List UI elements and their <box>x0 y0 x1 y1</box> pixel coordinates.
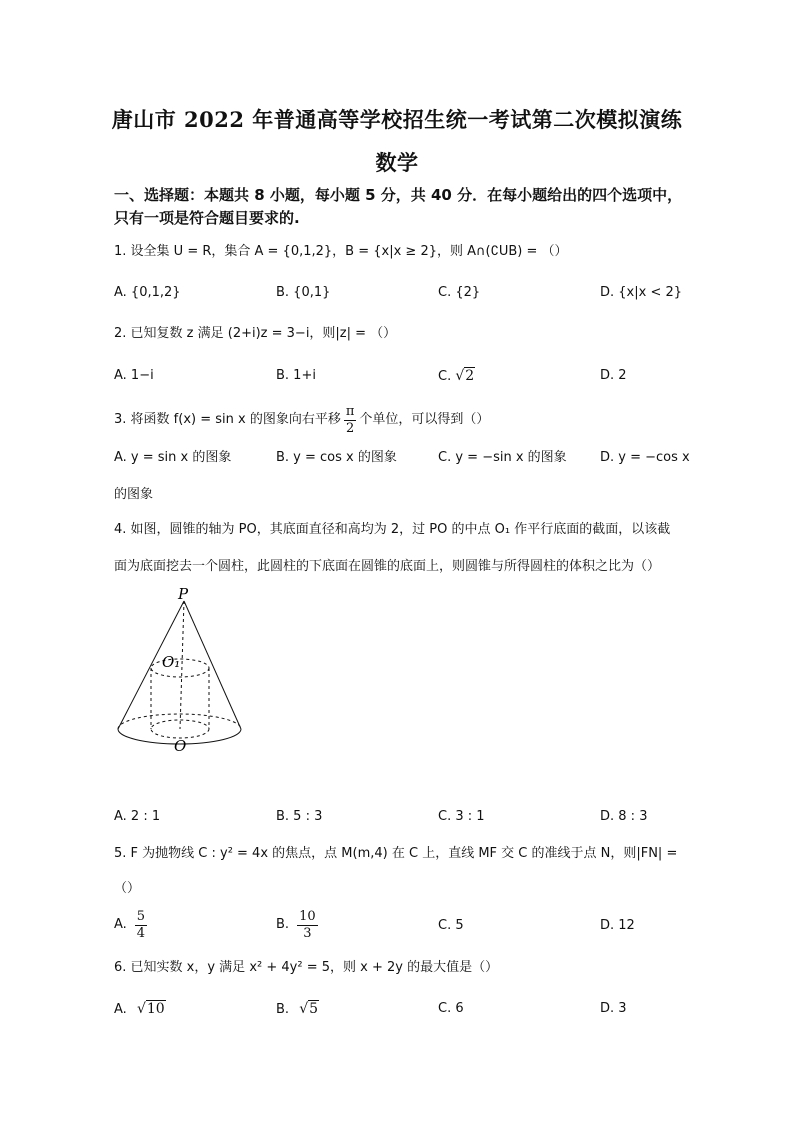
question-6-option-d: D. 3 <box>600 1001 627 1016</box>
fraction-numerator: 10 <box>299 908 316 924</box>
question-5-line1: 5. F 为抛物线 C : y² = 4x 的焦点，点 M(m,4) 在 C 上，直线 MF 交 C 的准线于点 N，则|FN| = <box>114 846 678 861</box>
page-title: 唐山市 2022 年普通高等学校招生统一考试第二次模拟演练 <box>111 107 683 132</box>
question-5-option-a-fraction <box>135 909 147 942</box>
question-4-option-b: B. 5 : 3 <box>276 809 323 824</box>
question-3-option-d-wrap: 的图象 <box>114 487 154 502</box>
question-1-option-a: A. {0,1,2} <box>114 285 181 300</box>
question-1-option-b: B. {0,1} <box>276 285 331 300</box>
question-5-option-b <box>276 905 318 945</box>
question-3-stem <box>114 400 489 440</box>
question-3-stem-post: 个单位，可以得到（） <box>359 412 490 427</box>
question-5-option-b-fraction <box>297 909 318 942</box>
question-6-option-b-radicand: 5 <box>309 1001 319 1017</box>
question-6-option-a <box>114 999 166 1020</box>
question-2-stem: 2. 已知复数 z 满足 (2+i)z = 3−i，则|z| = （） <box>114 326 397 341</box>
question-3-option-c: C. y = −sin x 的图象 <box>438 450 567 465</box>
question-2-option-b: B. 1+i <box>276 368 316 383</box>
fraction-denominator: 4 <box>136 925 146 941</box>
question-5-option-a-label: A. <box>114 917 127 932</box>
label-o1: O₁ <box>162 653 181 671</box>
cone-base-back <box>118 714 241 729</box>
question-6-option-a-label: A. <box>114 1002 127 1017</box>
section-heading-line1: 一、选择题：本题共 8 小题，每小题 5 分，共 40 分．在每小题给出的四个选项中， <box>114 186 683 204</box>
question-4-option-d: D. 8 : 3 <box>600 809 648 824</box>
question-2-option-d: D. 2 <box>600 368 627 383</box>
question-2-option-c-label: C. <box>438 369 452 384</box>
question-3-stem-pre: 3. 将函数 f(x) = sin x 的图象向右平移 <box>114 412 341 427</box>
page-subtitle: 数学 <box>375 150 419 175</box>
question-3-option-a: A. y = sin x 的图象 <box>114 450 232 465</box>
question-4-line2: 面为底面挖去一个圆柱，此圆柱的下底面在圆锥的底面上，则圆锥与所得圆柱的体积之比为（） <box>114 559 661 574</box>
cone-right-edge <box>184 601 241 729</box>
question-3-option-b: B. y = cos x 的图象 <box>276 450 397 465</box>
question-2-option-c-radicand: 2 <box>465 368 475 384</box>
section-heading-line2: 只有一项是符合题目要求的. <box>114 209 300 227</box>
label-p: P <box>178 585 189 603</box>
label-o: O <box>174 737 187 755</box>
question-4-option-a: A. 2 : 1 <box>114 809 161 824</box>
question-4-option-c: C. 3 : 1 <box>438 809 485 824</box>
question-6-option-b <box>276 999 319 1020</box>
cone-figure <box>110 585 250 760</box>
question-3-option-d: D. y = −cos x <box>600 450 690 465</box>
sqrt-symbol: √2 <box>455 368 475 384</box>
sqrt-symbol: √10 <box>136 1001 165 1017</box>
question-1-stem: 1. 设全集 U = R，集合 A = {0,1,2}，B = {x|x ≥ 2}，则 A∩(∁UB) = （） <box>114 244 568 259</box>
question-5-option-b-label: B. <box>276 917 290 932</box>
question-6-option-b-label: B. <box>276 1002 290 1017</box>
fraction-denominator: 2 <box>345 420 355 436</box>
question-4-line1: 4. 如图，圆锥的轴为 PO，其底面直径和高均为 2，过 PO 的中点 O₁ 作平行底面的截面，以该截 <box>114 522 671 537</box>
fraction-numerator: π <box>345 403 355 419</box>
question-2-option-a: A. 1−i <box>114 368 154 383</box>
question-6-option-a-radicand: 10 <box>146 1001 165 1017</box>
question-6-stem: 6. 已知实数 x，y 满足 x² + 4y² = 5，则 x + 2y 的最大值是（） <box>114 960 499 975</box>
question-3-fraction <box>344 404 357 437</box>
question-5-line2: （） <box>114 881 141 896</box>
fraction-numerator: 5 <box>136 908 146 924</box>
question-5-option-c: C. 5 <box>438 918 464 933</box>
cone-axis <box>180 601 184 729</box>
sqrt-symbol: √5 <box>299 1001 319 1017</box>
question-5-option-d: D. 12 <box>600 918 635 933</box>
question-1-option-c: C. {2} <box>438 285 481 300</box>
question-1-option-d: D. {x|x < 2} <box>600 285 683 300</box>
question-2-option-c <box>438 366 475 387</box>
question-6-option-c: C. 6 <box>438 1001 464 1016</box>
fraction-denominator: 3 <box>303 925 312 941</box>
question-5-option-a <box>114 905 147 945</box>
